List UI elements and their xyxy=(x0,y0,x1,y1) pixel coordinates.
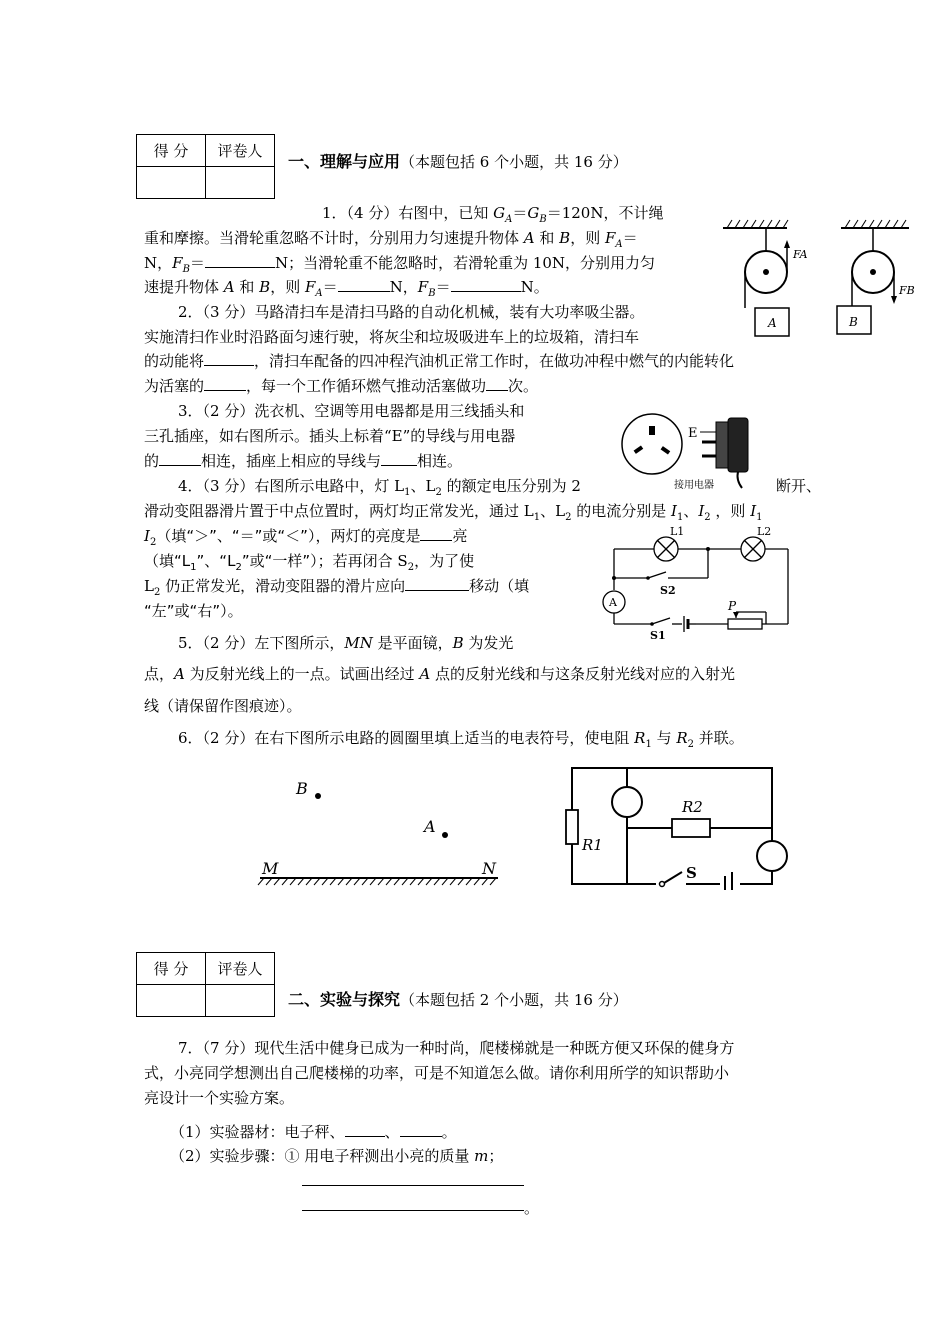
label-l1: L1 xyxy=(670,525,685,538)
blank[interactable] xyxy=(345,1122,385,1137)
circuit-figure-2 xyxy=(560,760,800,890)
point-a[interactable] xyxy=(442,832,448,838)
score-cell[interactable] xyxy=(137,985,206,1017)
label-s2: S2 xyxy=(660,584,676,597)
section1-note: （本题包括 6 个小题，共 16 分） xyxy=(400,153,628,171)
label-n: N xyxy=(482,859,496,878)
blank[interactable] xyxy=(405,576,469,591)
meter-circle-1[interactable] xyxy=(612,787,642,817)
answer-line[interactable] xyxy=(302,1185,524,1186)
label-b: B xyxy=(849,315,858,329)
score-label: 得 分 xyxy=(137,953,206,985)
blank[interactable] xyxy=(451,277,521,292)
blank[interactable] xyxy=(338,277,390,292)
blank[interactable] xyxy=(159,451,201,466)
label-a: A xyxy=(768,316,777,330)
plug-caption: 接用电器 xyxy=(674,480,714,491)
label-e: E xyxy=(688,426,698,441)
score-table-1 xyxy=(136,134,275,199)
blank[interactable] xyxy=(205,253,275,268)
label-s1: S1 xyxy=(650,629,666,642)
section1-heading xyxy=(288,152,628,172)
resistor-r1 xyxy=(566,810,578,844)
meter-circle-2[interactable] xyxy=(757,841,787,871)
grader-label: 评卷人 xyxy=(206,135,275,167)
label-point-a: A xyxy=(424,817,436,836)
label-m: M xyxy=(262,859,279,878)
blank[interactable] xyxy=(400,1122,442,1137)
pulley-figure xyxy=(715,214,925,344)
blank[interactable] xyxy=(381,451,417,466)
label-fa: FA xyxy=(793,248,808,261)
score-label: 得 分 xyxy=(137,135,206,167)
blank[interactable] xyxy=(204,376,246,391)
score-table-2 xyxy=(136,952,275,1017)
question-6: 6．（2 分）在右下图所示电路的圆圈里填上适当的电表符号，使电阻 $R_1$ 与 $R_2$ 并联。 xyxy=(178,729,744,750)
section2-note: （本题包括 2 个小题，共 16 分） xyxy=(400,991,628,1009)
blank[interactable] xyxy=(486,376,508,391)
section2-heading xyxy=(288,990,628,1010)
section1-title: 一、理解与应用 xyxy=(288,152,401,171)
label-ammeter: A xyxy=(609,596,617,609)
label-fb: FB xyxy=(899,284,915,297)
answer-line[interactable] xyxy=(302,1210,524,1211)
label-p: P xyxy=(728,599,737,613)
grader-label: 评卷人 xyxy=(206,953,275,985)
circuit-figure-1 xyxy=(596,522,811,647)
blank[interactable] xyxy=(420,526,452,541)
resistor-r2 xyxy=(672,819,710,837)
plug-figure xyxy=(612,408,772,493)
blank[interactable] xyxy=(204,351,254,366)
label-s: S xyxy=(686,864,697,882)
grader-cell[interactable] xyxy=(206,167,275,199)
section2-title: 二、实验与探究 xyxy=(288,990,401,1009)
label-point-b: B xyxy=(296,779,308,798)
label-l2: L2 xyxy=(757,525,772,538)
label-r1: R1 xyxy=(582,836,603,854)
score-cell[interactable] xyxy=(137,167,206,199)
mirror-figure xyxy=(256,772,506,887)
label-r2: R2 xyxy=(682,798,703,816)
point-b[interactable] xyxy=(315,793,321,799)
grader-cell[interactable] xyxy=(206,985,275,1017)
